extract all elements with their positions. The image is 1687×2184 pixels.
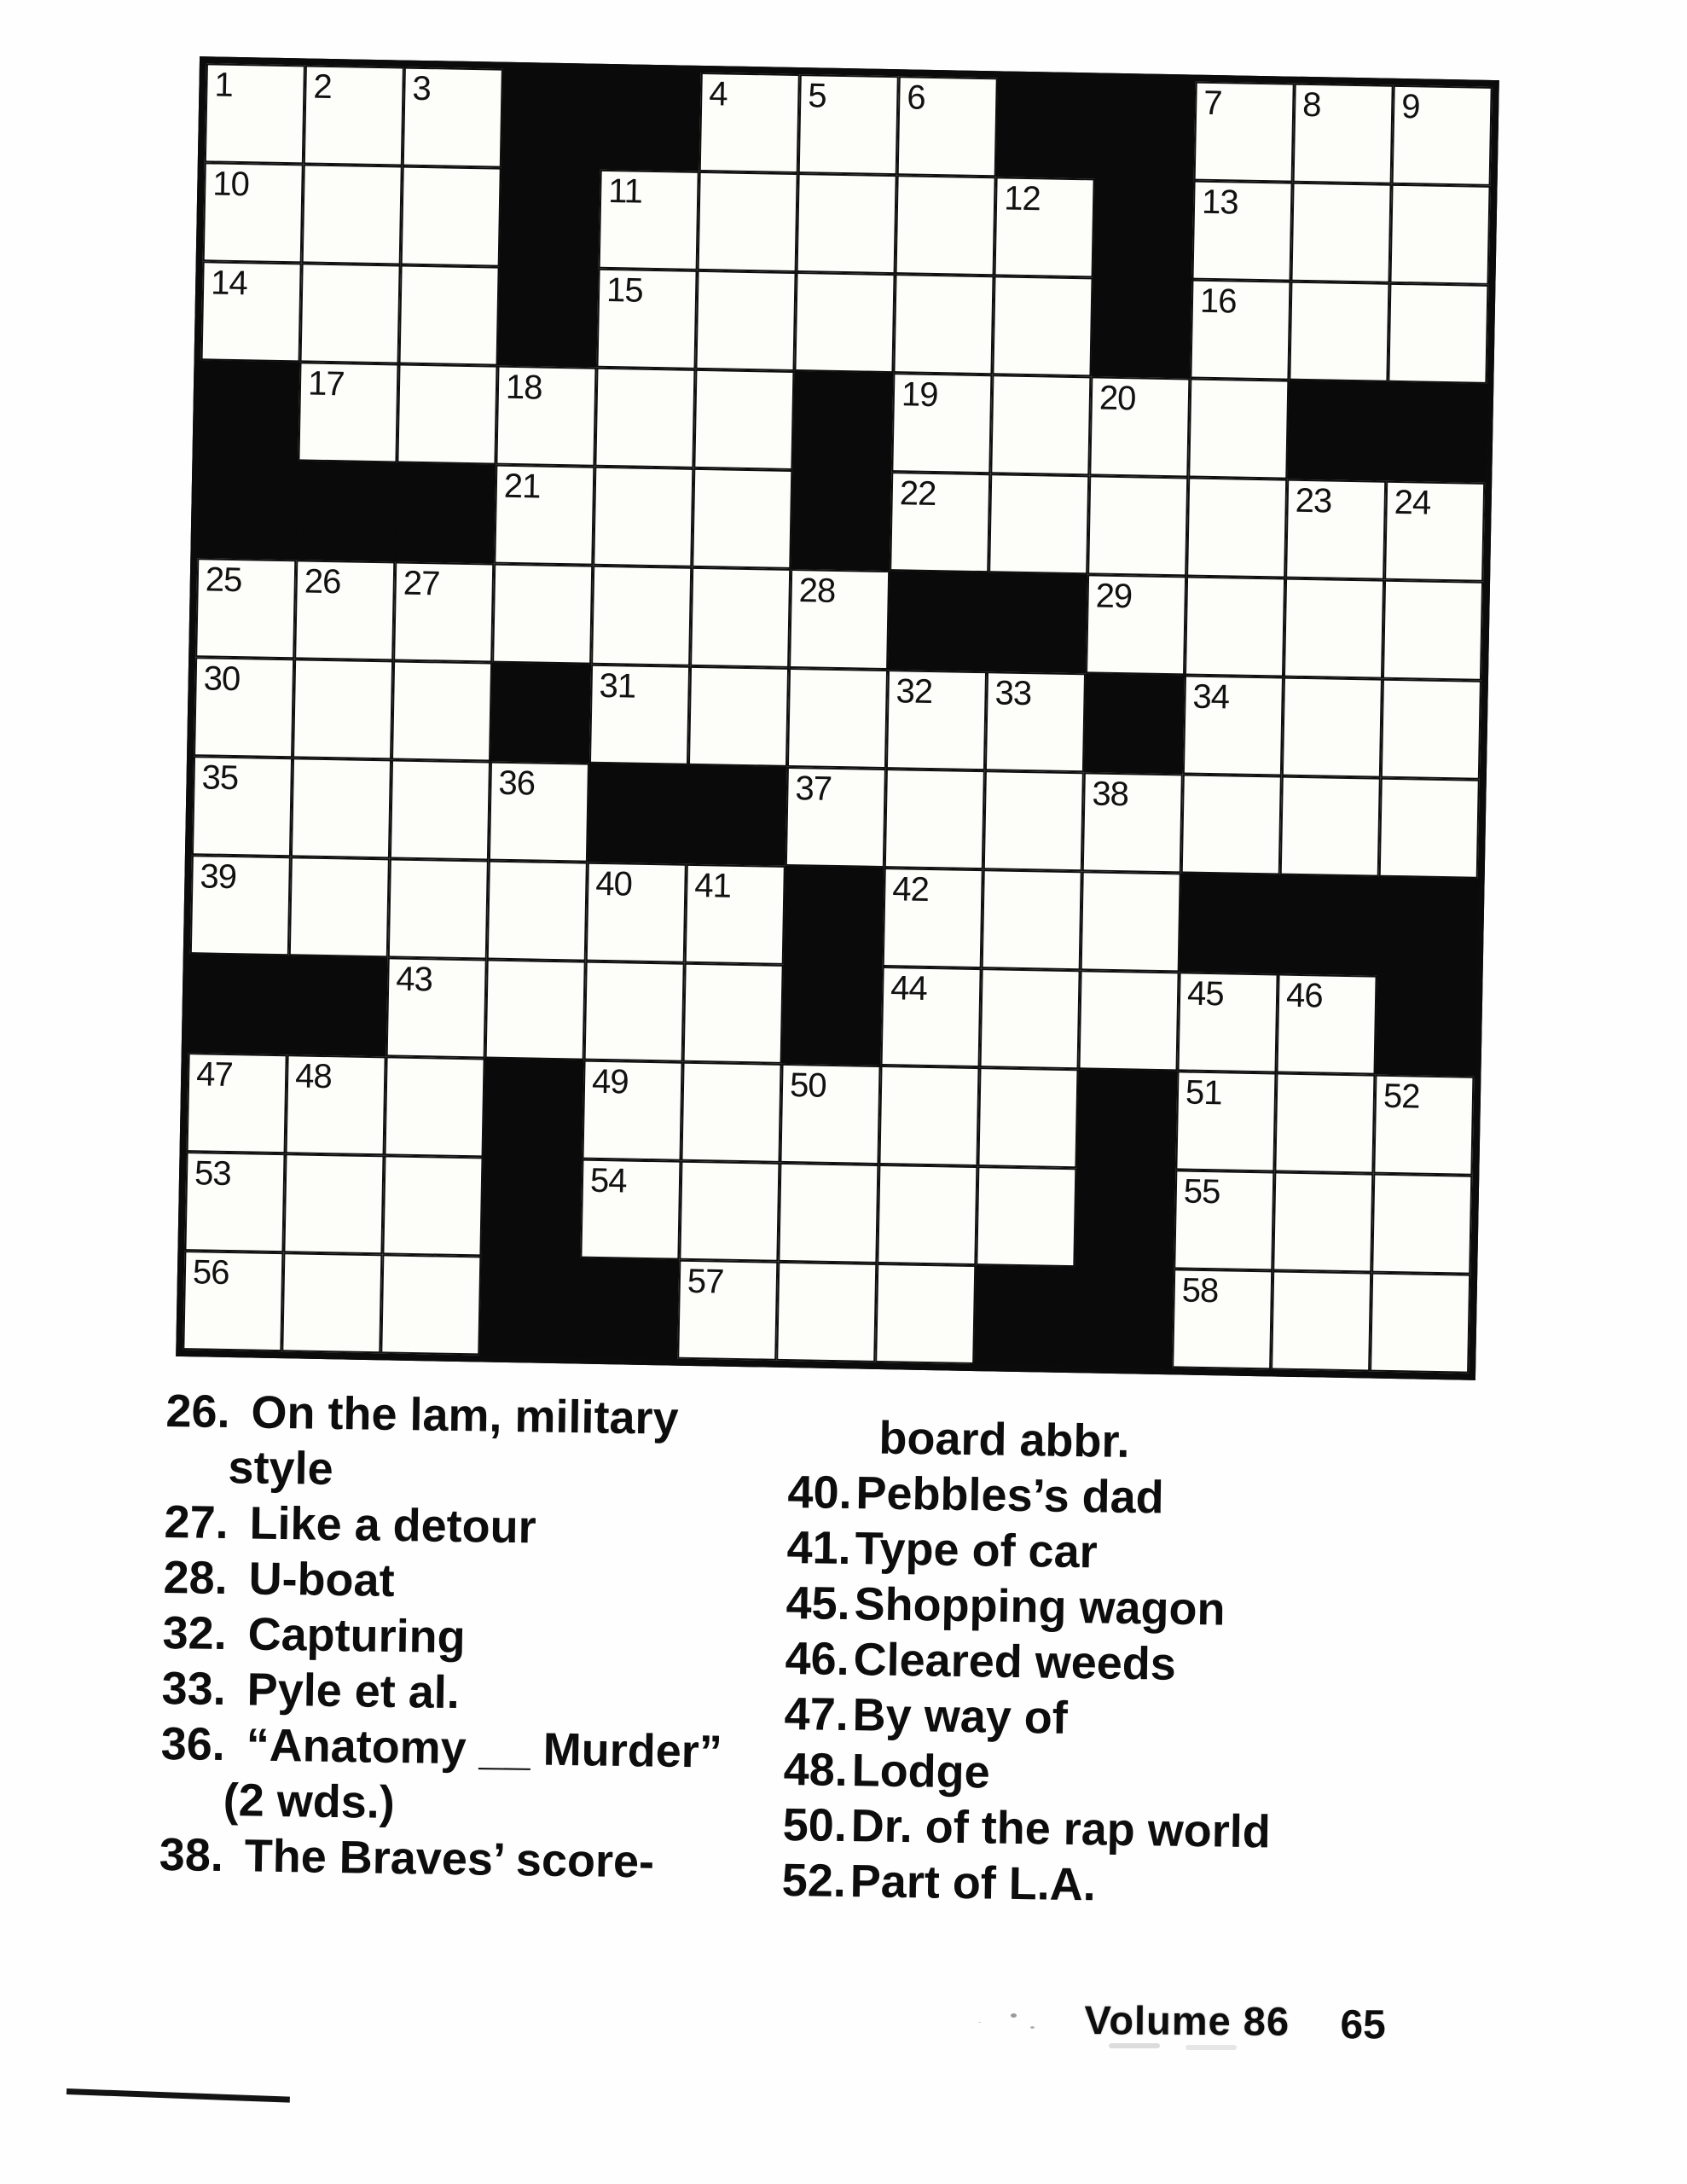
grid-cell-black [1287, 380, 1388, 481]
grid-cell[interactable] [692, 468, 792, 569]
grid-cell-number: 24 [1394, 483, 1431, 522]
clue-number: 46. [785, 1632, 850, 1686]
grid-cell[interactable] [1290, 183, 1391, 283]
grid-cell-black [498, 267, 599, 368]
grid-cell[interactable] [393, 561, 494, 662]
scan-smudge [1109, 2043, 1160, 2048]
grid-cell-number: 53 [194, 1154, 231, 1194]
grid-cell-black [687, 765, 787, 866]
grid-cell-black [484, 1058, 584, 1159]
grid-cell[interactable] [698, 171, 798, 272]
grid-cell[interactable] [883, 868, 983, 968]
clue-text: Pyle et al. [246, 1664, 461, 1719]
grid-cell[interactable] [878, 1066, 979, 1166]
grid-cell-black [792, 371, 893, 472]
grid-cell[interactable] [679, 1161, 780, 1262]
grid-cell-number: 23 [1295, 481, 1332, 520]
grid-cell-black [490, 663, 591, 764]
grid-cell[interactable] [677, 1260, 778, 1361]
clue-item [161, 1661, 776, 1726]
grid-cell[interactable] [1081, 871, 1181, 972]
clue-number: 50. [782, 1798, 848, 1852]
grid-cell[interactable] [187, 1053, 287, 1153]
grid-cell-number: 42 [891, 870, 930, 909]
grid-cell[interactable] [1177, 972, 1278, 1072]
grid-cell[interactable] [399, 265, 500, 366]
grid-cell[interactable] [1276, 974, 1377, 1075]
grid-cell[interactable] [786, 767, 886, 868]
grid-cell[interactable] [302, 164, 403, 264]
grid-cell[interactable] [891, 373, 992, 473]
grid-cell-number: 28 [798, 572, 836, 610]
grid-cell-number: 8 [1301, 85, 1321, 125]
grid-cell[interactable] [976, 1166, 1076, 1267]
grid-cell[interactable] [1381, 679, 1481, 780]
grid-cell-black [996, 78, 1097, 178]
grid-cell[interactable] [386, 957, 487, 1058]
grid-cell[interactable] [1373, 1075, 1474, 1176]
grid-cell[interactable] [896, 175, 996, 276]
clue-number: 47. [784, 1687, 849, 1741]
grid-cell[interactable] [1188, 379, 1289, 479]
grid-cell-black [1084, 673, 1185, 774]
grid-cell[interactable] [776, 1262, 877, 1362]
clue-number: 28. [163, 1551, 229, 1605]
grid-cell-number: 1 [214, 66, 234, 104]
grid-cell[interactable] [690, 567, 791, 668]
grid-cell[interactable] [1392, 85, 1493, 186]
grid-cell[interactable] [485, 960, 586, 1060]
grid-cell[interactable] [300, 263, 401, 363]
grid-cell-number: 4 [708, 75, 728, 113]
grid-cell[interactable] [298, 362, 398, 462]
grid-cell[interactable] [1284, 578, 1384, 679]
clue-text: Pebbles’s dad [855, 1467, 1165, 1524]
grid-cell-black [888, 571, 988, 671]
grid-cell-number: 56 [192, 1253, 229, 1292]
grid-cell[interactable] [890, 472, 990, 572]
grid-cell-number: 33 [994, 674, 1032, 713]
clue-text: Shopping wagon [854, 1578, 1226, 1635]
grid-cell[interactable] [582, 1060, 682, 1161]
grid-cell[interactable] [1379, 778, 1480, 879]
grid-cell-number: 54 [589, 1161, 627, 1200]
grid-cell-black [1180, 873, 1280, 973]
grid-cell[interactable] [586, 863, 687, 963]
grid-cell-black [481, 1157, 582, 1258]
grid-cell-number: 7 [1203, 84, 1222, 123]
grid-cell[interactable] [1293, 84, 1394, 184]
grid-cell[interactable] [988, 473, 1089, 574]
grid-cell[interactable] [591, 566, 692, 666]
grid-cell[interactable] [385, 1056, 485, 1157]
scan-rule-line [67, 2088, 290, 2103]
grid-cell-number: 49 [591, 1062, 629, 1101]
grid-cell-number: 11 [607, 171, 643, 211]
grid-cell[interactable] [1289, 282, 1389, 382]
grid-cell-number: 21 [503, 467, 541, 506]
grid-cell-black [199, 360, 299, 461]
clue-number: 36. [160, 1717, 226, 1771]
grid-cell-number: 51 [1185, 1073, 1222, 1112]
grid-cell[interactable] [1175, 1071, 1276, 1171]
grid-cell-number: 36 [498, 764, 536, 803]
grid-cell-black [1377, 877, 1478, 978]
grid-cell-number: 48 [294, 1057, 333, 1096]
grid-cell-number: 52 [1383, 1077, 1420, 1116]
clue-item [786, 1576, 1452, 1641]
grid-cell[interactable] [184, 1152, 285, 1252]
grid-cell-black [1093, 178, 1194, 279]
grid-cell[interactable] [388, 858, 489, 959]
clue-item [782, 1798, 1448, 1863]
grid-cell[interactable] [877, 1165, 977, 1265]
grid-cell[interactable] [787, 668, 888, 769]
grid-cell[interactable] [1274, 1072, 1375, 1173]
grid-cell-number: 50 [789, 1066, 827, 1105]
clue-text: Dr. of the rap world [850, 1800, 1272, 1858]
grid-cell-black [987, 572, 1087, 673]
grid-cell[interactable] [195, 558, 296, 659]
grid-cell[interactable] [1272, 1171, 1373, 1272]
clue-number: 52. [781, 1854, 847, 1908]
grid-cell[interactable] [685, 864, 786, 965]
crossword-grid [176, 56, 1499, 1380]
clue-text: Capturing [247, 1608, 467, 1664]
grid-cell[interactable] [990, 375, 1091, 475]
grid-cell[interactable] [1185, 576, 1285, 677]
grid-cell[interactable] [1191, 181, 1292, 282]
grid-cell[interactable] [695, 270, 796, 371]
grid-cell[interactable] [494, 465, 594, 566]
grid-cell[interactable] [1285, 479, 1386, 580]
scan-speck [1011, 2013, 1017, 2018]
grid-cell-black [600, 71, 701, 171]
clue-text: Like a detour [249, 1497, 537, 1554]
grid-cell[interactable] [1271, 1270, 1371, 1371]
grid-cell[interactable] [1370, 1273, 1470, 1374]
grid-cell[interactable] [492, 564, 593, 665]
grid-cell[interactable] [1388, 283, 1488, 384]
grid-cell[interactable] [980, 968, 1081, 1069]
grid-cell-black [188, 954, 289, 1054]
grid-cell-number: 22 [899, 474, 936, 514]
grid-cell-number: 16 [1199, 282, 1237, 321]
grid-cell[interactable] [192, 756, 293, 857]
grid-cell-number: 2 [313, 67, 333, 107]
clue-item [165, 1384, 780, 1504]
grid-cell-number: 13 [1201, 183, 1239, 222]
grid-cell[interactable] [699, 73, 800, 173]
clue-list-left [159, 1384, 780, 1892]
grid-cell[interactable] [304, 65, 404, 166]
grid-cell-number: 37 [795, 770, 832, 808]
grid-cell[interactable] [683, 963, 784, 1064]
grid-cell[interactable] [403, 67, 503, 168]
grid-cell-black [1278, 875, 1379, 976]
grid-cell[interactable] [693, 369, 794, 470]
clue-text: Type of car [855, 1523, 1099, 1578]
grid-cell[interactable] [1087, 475, 1188, 576]
clue-item [781, 1853, 1447, 1919]
grid-cell[interactable] [380, 1254, 481, 1355]
clue-text: Part of L.A. [849, 1856, 1097, 1911]
grid-cell-black [296, 461, 397, 561]
clue-item [159, 1827, 774, 1892]
grid-cell[interactable] [1389, 184, 1490, 285]
clue-number: 48. [783, 1743, 849, 1797]
grid-cell[interactable] [294, 560, 395, 660]
clue-item [783, 1742, 1449, 1808]
grid-cell[interactable] [884, 769, 985, 869]
grid-cell-black [588, 764, 688, 864]
grid-cell[interactable] [599, 170, 699, 270]
grid-cell-number: 38 [1092, 775, 1129, 814]
grid-cell[interactable] [1174, 1170, 1274, 1270]
grid-cell[interactable] [584, 961, 685, 1062]
grid-cell[interactable] [983, 770, 1084, 871]
grid-cell[interactable] [382, 1155, 483, 1256]
grid-cell[interactable] [596, 269, 697, 369]
grid-cell[interactable] [401, 166, 501, 267]
grid-cell-black [479, 1256, 580, 1356]
grid-cell-number: 47 [195, 1055, 234, 1095]
clue-text: The Braves’ score- [244, 1830, 655, 1888]
grid-cell[interactable] [778, 1163, 878, 1263]
grid-cell[interactable] [886, 670, 987, 770]
clue-number: 45. [786, 1577, 851, 1630]
grid-cell[interactable] [1079, 970, 1180, 1071]
grid-cell-black [1091, 277, 1191, 378]
clue-number: 33. [161, 1662, 227, 1716]
grid-cell-number: 32 [896, 672, 933, 712]
grid-cell[interactable] [283, 1153, 384, 1254]
grid-cell[interactable] [1181, 774, 1282, 874]
grid-cell-black [578, 1258, 679, 1359]
clue-text: On the lam, military style [228, 1386, 680, 1495]
grid-cell[interactable] [489, 762, 589, 863]
grid-cell-number: 40 [594, 864, 633, 903]
clue-text: U-boat [248, 1553, 396, 1606]
grid-cell[interactable] [496, 366, 596, 467]
grid-cell-black [784, 866, 884, 967]
grid-cell[interactable] [1190, 280, 1290, 380]
grid-cell-black [1075, 1168, 1175, 1269]
grid-cell[interactable] [1089, 376, 1190, 477]
grid-cell[interactable] [1282, 677, 1383, 778]
clue-item [785, 1631, 1451, 1697]
clue-item [787, 1465, 1453, 1531]
grid-cell[interactable] [1082, 772, 1183, 873]
grid-cell[interactable] [1384, 481, 1485, 582]
grid-cell[interactable] [293, 659, 393, 759]
grid-cell-number: 46 [1285, 976, 1324, 1015]
grid-cell-black [1375, 976, 1475, 1077]
clue-number: 40. [787, 1466, 853, 1519]
grid-cell[interactable] [1383, 580, 1483, 681]
grid-cell-number: 44 [890, 969, 928, 1008]
grid-cell[interactable] [1280, 776, 1381, 877]
grid-cell-black [782, 965, 883, 1066]
grid-cell-number: 41 [693, 866, 732, 905]
clue-number [789, 1409, 857, 1410]
grid-cell[interactable] [992, 276, 1093, 376]
grid-cell-number: 45 [1186, 974, 1225, 1014]
grid-cell[interactable] [190, 855, 291, 956]
clue-item [164, 1495, 779, 1560]
grid-cell-number: 27 [403, 564, 440, 603]
grid-cell[interactable] [881, 967, 982, 1067]
grid-cell[interactable] [194, 657, 294, 758]
grid-cell-number: 20 [1099, 379, 1136, 418]
grid-cell-number: 12 [1003, 179, 1041, 218]
grid-cell[interactable] [487, 861, 588, 961]
grid-cell[interactable] [780, 1064, 880, 1165]
grid-cell-number: 26 [304, 562, 341, 601]
grid-cell[interactable] [681, 1062, 781, 1163]
clue-number: 26. [165, 1385, 231, 1438]
grid-cell-number: 35 [201, 758, 239, 798]
grid-cell-number: 6 [906, 78, 925, 117]
clue-number: 41. [786, 1521, 852, 1575]
grid-cell[interactable] [897, 76, 998, 177]
grid-cell[interactable] [875, 1263, 976, 1364]
grid-cell[interactable] [789, 569, 890, 670]
volume-label: Volume 86 [1084, 1997, 1290, 2044]
grid-cell[interactable] [589, 665, 690, 765]
grid-cell[interactable] [688, 666, 789, 767]
grid-cell-black [1076, 1069, 1177, 1170]
clue-text: By way of [852, 1689, 1069, 1744]
grid-cell[interactable] [1183, 675, 1284, 775]
grid-cell[interactable] [203, 162, 304, 263]
grid-cell[interactable] [798, 74, 899, 175]
grid-cell[interactable] [397, 364, 497, 465]
grid-cell-number: 57 [687, 1262, 724, 1301]
grid-cell[interactable] [594, 368, 695, 468]
grid-cell-number: 10 [212, 165, 250, 204]
grid-cell[interactable] [183, 1251, 283, 1351]
grid-cell-black [500, 168, 600, 269]
grid-cell-black [1073, 1267, 1174, 1368]
grid-cell-number: 55 [1183, 1172, 1220, 1211]
grid-cell[interactable] [593, 467, 693, 567]
grid-cell-black [197, 459, 298, 560]
grid-cell[interactable] [580, 1159, 681, 1260]
grid-cell[interactable] [1194, 82, 1295, 183]
grid-cell-number: 39 [200, 857, 237, 897]
clue-number: 27. [164, 1496, 229, 1549]
clue-item [163, 1550, 778, 1615]
grid-cell-number: 18 [505, 368, 542, 407]
grid-cell-number: 30 [203, 659, 241, 699]
grid-cell-black [501, 69, 602, 170]
grid-cell-black [791, 470, 891, 571]
grid-cell[interactable] [1371, 1174, 1472, 1275]
grid-cell-number: 17 [307, 364, 345, 404]
grid-cell[interactable] [985, 671, 1086, 772]
grid-cell[interactable] [797, 173, 897, 274]
clue-number: 32. [162, 1606, 228, 1660]
grid-cell-number: 25 [205, 561, 242, 600]
clue-text: Lodge [851, 1745, 991, 1798]
grid-cell-black [1095, 79, 1196, 180]
grid-cell-number: 5 [807, 77, 827, 115]
grid-cell[interactable] [391, 660, 492, 761]
grid-cell-black [1386, 382, 1487, 483]
grid-cell-black [395, 462, 496, 563]
grid-cell-black [287, 956, 388, 1056]
clue-item [788, 1409, 1454, 1475]
grid-cell[interactable] [291, 758, 391, 858]
grid-cell-number: 9 [1400, 88, 1420, 126]
grid-cell[interactable] [977, 1067, 1078, 1168]
grid-cell-number: 3 [412, 69, 432, 108]
clue-item [159, 1716, 775, 1837]
grid-cell[interactable] [390, 759, 490, 860]
clue-item [786, 1520, 1452, 1586]
grid-cell[interactable] [1172, 1269, 1272, 1369]
clue-text: board abbr. [878, 1412, 1130, 1467]
grid-cell-number: 31 [599, 666, 636, 706]
grid-cell[interactable] [1186, 477, 1287, 578]
grid-cell-black [974, 1265, 1075, 1366]
clue-item [784, 1687, 1450, 1752]
clue-text: “Anatomy __ Murder” (2 wds.) [223, 1719, 723, 1829]
grid-cell[interactable] [994, 177, 1095, 277]
grid-cell[interactable] [205, 63, 305, 164]
grid-cell-number: 15 [606, 270, 644, 310]
grid-cell[interactable] [794, 272, 895, 373]
grid-cell-number: 29 [1095, 577, 1133, 616]
grid-cell-number: 14 [210, 264, 248, 303]
clue-text: Cleared weeds [853, 1634, 1177, 1690]
grid-cell-number: 58 [1181, 1271, 1219, 1310]
grid-cell[interactable] [289, 857, 390, 957]
grid-cell[interactable] [281, 1252, 382, 1353]
grid-cell[interactable] [1086, 574, 1186, 675]
grid-cell-number: 19 [901, 375, 938, 415]
grid-cell[interactable] [286, 1054, 386, 1155]
grid-cell-number: 34 [1192, 677, 1230, 717]
grid-cell[interactable] [982, 869, 1082, 970]
clue-number: 38. [159, 1828, 224, 1882]
grid-cell-number: 43 [395, 960, 433, 999]
clue-list-right [781, 1409, 1454, 1919]
grid-cell[interactable] [201, 261, 302, 362]
page-number: 65 [1340, 2002, 1387, 2048]
grid-cell[interactable] [893, 274, 994, 375]
clue-item [162, 1606, 777, 1670]
